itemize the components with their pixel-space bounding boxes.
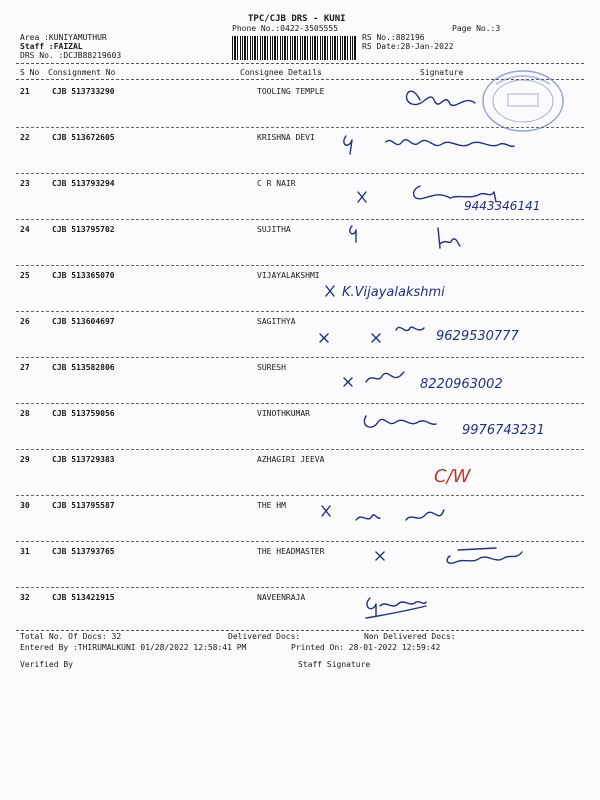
non-delivered-docs: Non Delivered Docs: (364, 632, 456, 641)
handwritten-name: K.Vijayalakshmi (342, 285, 445, 300)
row-consignment: CJB 513365070 (52, 271, 115, 280)
drs-number: DRS No. :DCJB88219603 (20, 51, 122, 60)
area-label: Area :KUNIYAMUTHUR (20, 33, 107, 42)
row-sno: 24 (20, 225, 30, 234)
row-consignee: SUJITHA (257, 225, 291, 234)
handwritten-phone: 9629530777 (436, 329, 519, 344)
row-consignment: CJB 513604697 (52, 317, 115, 326)
staff-label (20, 42, 83, 51)
rs-date: RS Date:28-Jan-2022 (362, 42, 454, 51)
col-consignee: Consignee Details (240, 68, 322, 77)
col-signature: Signature (420, 68, 464, 77)
total-docs: Total No. Of Docs: 32 (20, 632, 122, 641)
handwritten-phone: 9443346141 (464, 199, 541, 213)
staff-prefix: Staff : (20, 42, 54, 51)
handwritten-phone: 8220963002 (420, 377, 503, 392)
phone-number: Phone No.:0422-3505555 (232, 24, 338, 33)
handwritten-mark: C/W (434, 466, 471, 487)
row-consignment: CJB 513759056 (52, 409, 115, 418)
row-sno: 31 (20, 547, 30, 556)
row-consignment: CJB 513421915 (52, 593, 115, 602)
row-consignment: CJB 513733290 (52, 87, 115, 96)
row-consignee: NAVEENRAJA (257, 593, 306, 602)
row-consignee: THE HEADMASTER (257, 547, 325, 556)
footer-divider (16, 630, 584, 631)
row-consignment: CJB 513795587 (52, 501, 115, 510)
row-sno: 28 (20, 409, 30, 418)
staff-signature: Staff Signature (298, 660, 371, 669)
row-sno: 25 (20, 271, 30, 280)
row-consignee: VINOTHKUMAR (257, 409, 310, 418)
rs-number: RS No.:882196 (362, 33, 425, 42)
row-consignee: SAGITHYA (257, 317, 296, 326)
row-sno: 27 (20, 363, 30, 372)
col-sno: S No (20, 68, 40, 77)
barcode (232, 36, 356, 60)
row-consignment: CJB 513793294 (52, 179, 115, 188)
col-consignment: Consignment No (48, 68, 116, 77)
row-consignment: CJB 513729383 (52, 455, 115, 464)
row-sno: 30 (20, 501, 30, 510)
delivered-docs: Delivered Docs: (228, 632, 301, 641)
row-consignment: CJB 513793765 (52, 547, 115, 556)
row-sno: 23 (20, 179, 30, 188)
row-sno: 21 (20, 87, 30, 96)
verified-by: Verified By (20, 660, 73, 669)
row-sno: 22 (20, 133, 30, 142)
page-number: Page No.:3 (452, 24, 501, 33)
row-consignee: VIJAYALAKSHMI (257, 271, 320, 280)
row-consignee: KRISHNA DEVI (257, 133, 315, 142)
row-consignment: CJB 513582806 (52, 363, 115, 372)
row-sno: 32 (20, 593, 30, 602)
row-consignee: AZHAGIRI JEEVA (257, 455, 325, 464)
staff-name: FAIZAL (53, 42, 83, 51)
entered-by: Entered By :THIRUMALKUNI 01/28/2022 12:58:41 PM (20, 643, 247, 652)
row-consignee: TOOLING TEMPLE (257, 87, 325, 96)
row-consignee: SURESH (257, 363, 286, 372)
row-sno: 29 (20, 455, 30, 464)
printed-on: Printed On: 28-01-2022 12:59:42 (291, 643, 441, 652)
row-consignee: THE HM (257, 501, 286, 510)
row-consignment: CJB 513795702 (52, 225, 115, 234)
document-title: TPC/CJB DRS - KUNI (248, 14, 346, 24)
row-sno: 26 (20, 317, 30, 326)
header-divider-top (16, 63, 584, 64)
row-consignee: C R NAIR (257, 179, 296, 188)
handwritten-phone: 9976743231 (462, 423, 545, 438)
row-consignment: CJB 513672605 (52, 133, 115, 142)
